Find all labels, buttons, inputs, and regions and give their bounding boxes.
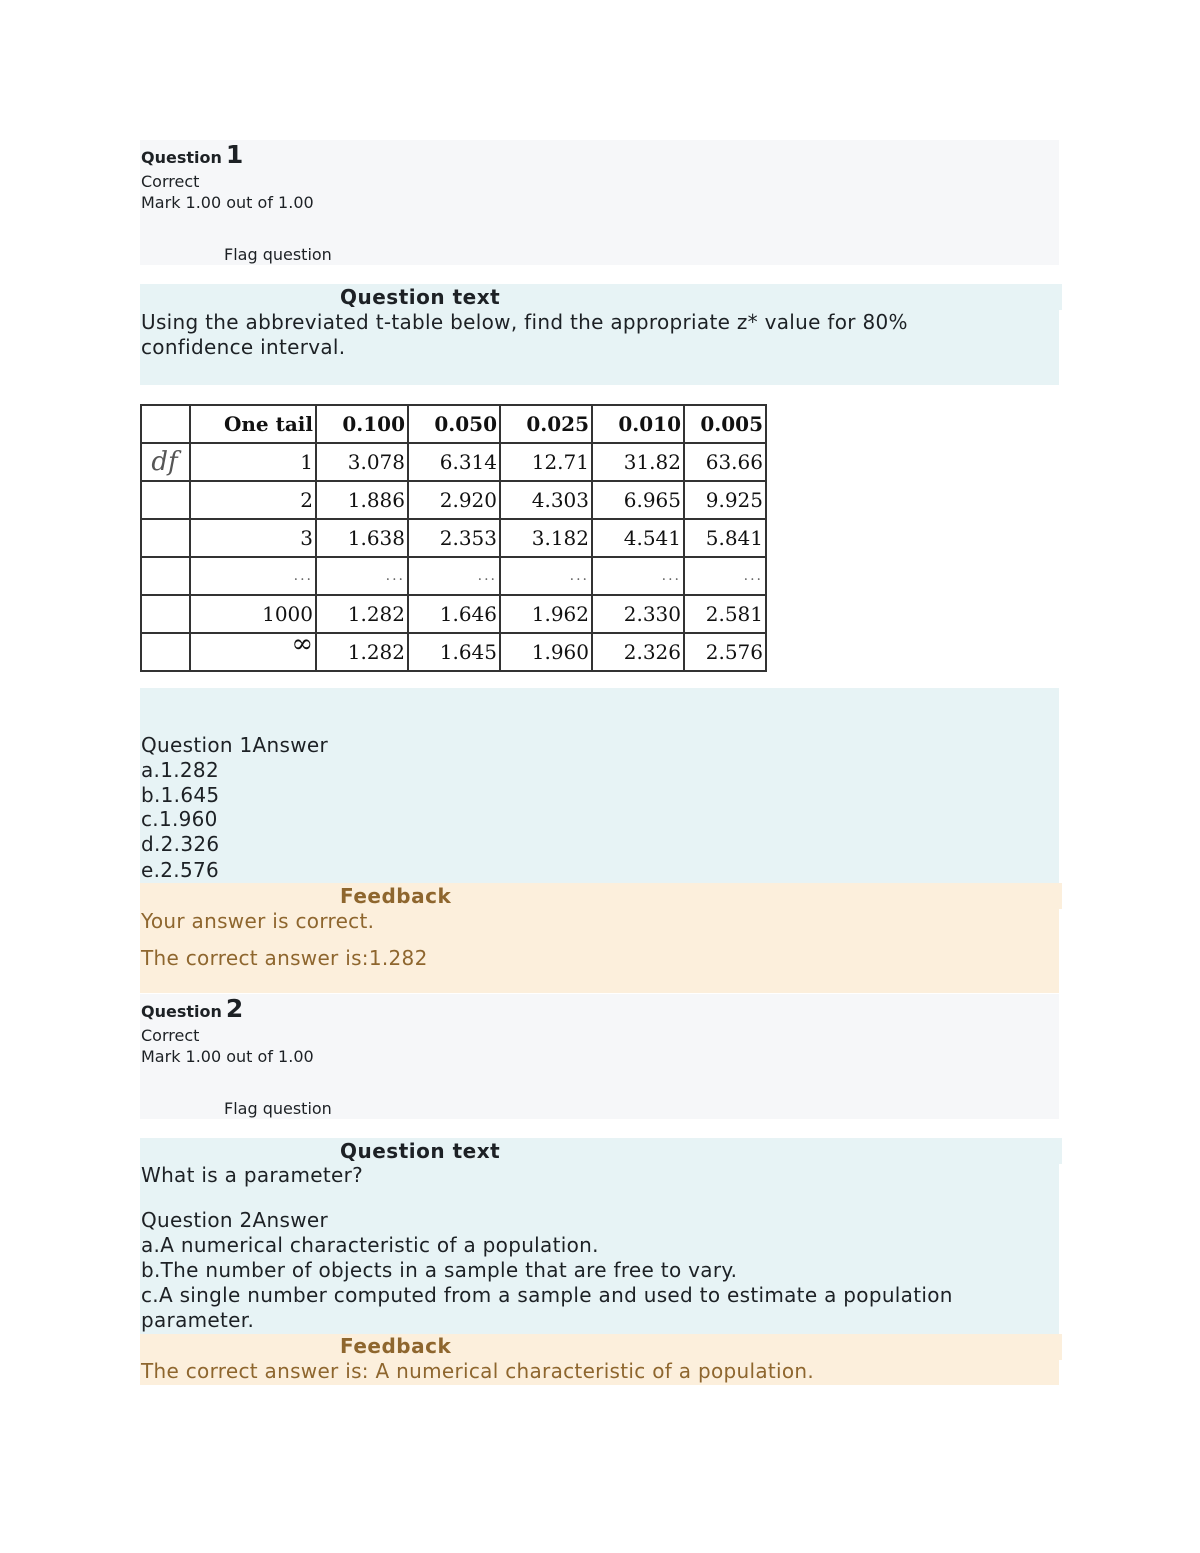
- question-text-heading: Question text: [340, 285, 501, 309]
- question-1-feedback: [140, 883, 1059, 993]
- question-2-feedback: [140, 1334, 1059, 1385]
- answer-option-c-continued: parameter.: [141, 1308, 255, 1332]
- t-table: [140, 404, 767, 672]
- t-table-header-cell: 0.005: [684, 405, 766, 443]
- t-table-cell: [141, 633, 190, 671]
- answer-option-c[interactable]: c.A single number computed from a sample and used to estimate a population: [141, 1283, 953, 1307]
- question-text-line: confidence interval.: [141, 335, 346, 359]
- t-table-cell: 1.962: [500, 595, 592, 633]
- t-table-cell: 6.965: [592, 481, 684, 519]
- t-table-row: [141, 595, 766, 633]
- t-table-row: [141, 519, 766, 557]
- question-label: Question: [141, 1002, 222, 1021]
- feedback-heading: Feedback: [340, 1334, 452, 1358]
- flag-question-link[interactable]: Flag question: [224, 245, 332, 264]
- question-label: Question: [141, 148, 222, 167]
- question-1-text-block: [140, 284, 1059, 385]
- question-text-heading-bar: [140, 284, 1062, 310]
- t-table-cell: 5.841: [684, 519, 766, 557]
- t-table-cell: 2.326: [592, 633, 684, 671]
- t-table-cell: [141, 595, 190, 633]
- df-label: df: [141, 443, 190, 481]
- t-table-cell: 9.925: [684, 481, 766, 519]
- t-table-cell: 2.353: [408, 519, 500, 557]
- t-table-cell: 2.581: [684, 595, 766, 633]
- t-table-row: [141, 481, 766, 519]
- t-table-cell: 6.314: [408, 443, 500, 481]
- question-number: 1: [225, 140, 244, 169]
- t-table-cell: [141, 405, 190, 443]
- t-table-cell: 2.576: [684, 633, 766, 671]
- t-table-cell: 1: [190, 443, 316, 481]
- t-table-header-row: [141, 405, 766, 443]
- feedback-heading: Feedback: [340, 884, 452, 908]
- answer-option-a[interactable]: a.1.282: [141, 758, 219, 782]
- answer-label: Question 2Answer: [141, 1208, 328, 1232]
- t-table-cell: 12.71: [500, 443, 592, 481]
- question-number: 2: [225, 994, 244, 1023]
- flag-question-link[interactable]: Flag question: [224, 1099, 332, 1118]
- t-table-cell: 1.645: [408, 633, 500, 671]
- t-table-cell: ...: [592, 557, 684, 595]
- answer-option-c[interactable]: c.1.960: [141, 807, 218, 831]
- t-table-cell: ...: [408, 557, 500, 595]
- feedback-heading-bar: [140, 883, 1062, 909]
- question-grade: Mark 1.00 out of 1.00: [141, 193, 314, 212]
- t-table-row: [141, 633, 766, 671]
- question-text-heading-bar: [140, 1138, 1062, 1164]
- t-table-cell: 3: [190, 519, 316, 557]
- question-text-line: Using the abbreviated t-table below, find the appropriate z* value for 80%: [141, 310, 908, 334]
- question-2-text-block: [140, 1138, 1059, 1334]
- feedback-heading-bar: [140, 1334, 1062, 1360]
- t-table-cell: [141, 519, 190, 557]
- t-table-cell: ...: [684, 557, 766, 595]
- question-2-info: [140, 994, 1059, 1119]
- question-grade: Mark 1.00 out of 1.00: [141, 1047, 314, 1066]
- feedback-text: Your answer is correct.: [141, 909, 375, 933]
- t-table-cell: ...: [316, 557, 408, 595]
- t-table-cell: 31.82: [592, 443, 684, 481]
- answer-option-e[interactable]: e.2.576: [141, 858, 220, 882]
- question-1-info: [140, 140, 1059, 265]
- t-table-cell: 2: [190, 481, 316, 519]
- answer-option-a[interactable]: a.A numerical characteristic of a population.: [141, 1233, 599, 1257]
- t-table-cell: 1.960: [500, 633, 592, 671]
- answer-option-b[interactable]: b.1.645: [141, 783, 220, 807]
- t-table-cell: 4.303: [500, 481, 592, 519]
- t-table-cell: 4.541: [592, 519, 684, 557]
- t-table-cell: 1.646: [408, 595, 500, 633]
- t-table-cell: 2.330: [592, 595, 684, 633]
- answer-option-d[interactable]: d.2.326: [141, 832, 220, 856]
- t-table-cell: [141, 481, 190, 519]
- t-table-row: [141, 557, 766, 595]
- t-table-cell: 1.282: [316, 595, 408, 633]
- t-table-cell: 2.920: [408, 481, 500, 519]
- t-table-header-cell: 0.100: [316, 405, 408, 443]
- t-table-cell: 1000: [190, 595, 316, 633]
- question-state: Correct: [141, 172, 200, 191]
- question-text-line: What is a parameter?: [141, 1163, 364, 1187]
- feedback-correct-answer: The correct answer is: A numerical characteristic of a population.: [141, 1359, 815, 1383]
- t-table-cell: 1.282: [316, 633, 408, 671]
- t-table-row: [141, 443, 766, 481]
- t-table-cell: 3.078: [316, 443, 408, 481]
- question-state: Correct: [141, 1026, 200, 1045]
- answer-label: Question 1Answer: [141, 733, 328, 757]
- t-table-header-cell: 0.010: [592, 405, 684, 443]
- t-table-cell: ...: [190, 557, 316, 595]
- question-1-answer-block: [140, 688, 1059, 883]
- t-table-cell: 1.638: [316, 519, 408, 557]
- answer-option-b[interactable]: b.The number of objects in a sample that are free to vary.: [141, 1258, 738, 1282]
- t-table-header-cell: One tail: [190, 405, 316, 443]
- t-table-header-cell: 0.025: [500, 405, 592, 443]
- feedback-correct-answer: The correct answer is:1.282: [141, 946, 428, 970]
- question-text-heading: Question text: [340, 1139, 501, 1163]
- t-table-cell: [141, 557, 190, 595]
- t-table-header-cell: 0.050: [408, 405, 500, 443]
- t-table-cell: 3.182: [500, 519, 592, 557]
- infinity-cell: ∞: [190, 633, 316, 671]
- t-table-cell: ...: [500, 557, 592, 595]
- t-table-cell: 63.66: [684, 443, 766, 481]
- t-table-cell: 1.886: [316, 481, 408, 519]
